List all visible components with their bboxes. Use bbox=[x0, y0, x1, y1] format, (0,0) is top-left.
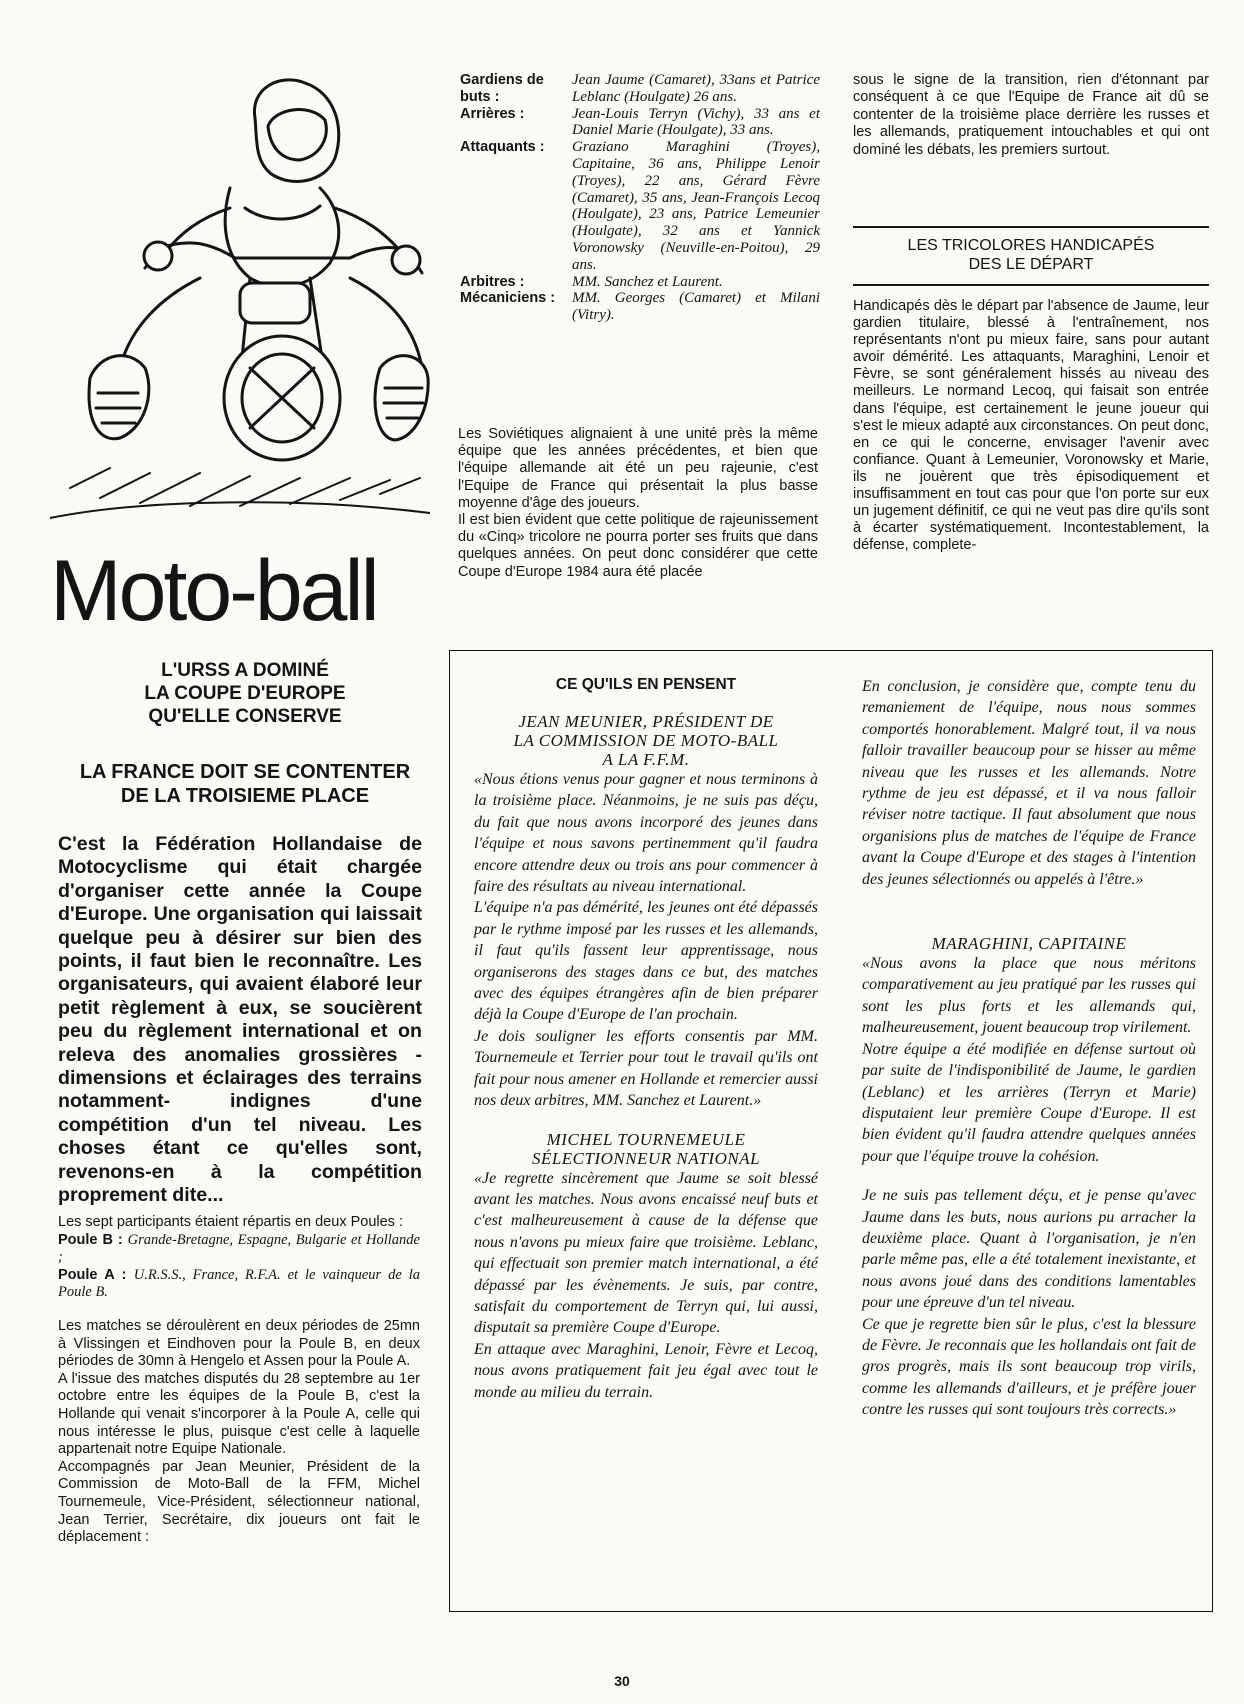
roster-row bbox=[460, 139, 820, 273]
team-roster bbox=[460, 72, 820, 324]
quote-paragraph: L'équipe n'a pas démérité, les jeunes ont été dépassés par le rythme imposé par les russes et les allemands, il faut qu'ils fassent leur apprentissage, nous organiserons des stages dans ce but, des matches avec des équipes étrangères afin de bien préparer déjà la Coupe d'Europe de l'an prochain. bbox=[474, 899, 818, 1024]
body-paragraph: A l'issue des matches disputés du 28 septembre au 1er octobre entre les équipes de la Poule B, c'est la Hollande qui venait s'incorporer à la Poule A, celle qui nous intéresse le plus, puisque c'est celle à laquelle appartenait notre Equipe Nationale. bbox=[58, 1370, 420, 1458]
roster-role: Attaquants : bbox=[460, 139, 545, 156]
quote-paragraph: En attaque avec Maraghini, Lenoir, Fèvre et Lecoq, nous avons pratiquement fait jeu égal avec tout le monde au milieu du terrain. bbox=[474, 1340, 818, 1401]
divider-rule bbox=[853, 284, 1209, 286]
quote-block bbox=[862, 676, 1196, 890]
speaker-line: MICHEL TOURNEMEULE bbox=[546, 1129, 746, 1149]
quote-paragraph: Je ne suis pas tellement déçu, et je pense qu'avec Jaume dans les buts, nous aurions pu arracher la deuxième place. Quant à l'organisation, je n'en parle même pas, elle a été totalement inexistante, et nous avons joué dans des conditions lamentables pour une épreuve d'un tel niveau. bbox=[862, 1187, 1196, 1312]
quote-paragraph: «Nous avons la place que nous méritons comparativement au jeu pratiqué par les russes qui sont les plus forts et les allemands qui, malheureusement, jouent beaucoup trop virilement. bbox=[862, 955, 1196, 1037]
roster-row bbox=[460, 72, 820, 106]
quote-paragraph: Notre équipe a été modifiée en défense surtout où par suite de l'indisponibilité de Jaume, le gardien (Leblanc) et les arrières (Terryn et Marie) disputaient leur première Coupe d'Europe. Il est bien évident qu'il faudra attendre quelques années pour que l'équipe trouve la cohésion. bbox=[862, 1040, 1196, 1165]
quote-block bbox=[474, 769, 818, 1112]
quote-paragraph: Je dois souligner les efforts consentis par MM. Tournemeule et Terrier pour tout le travail qu'ils ont fait pour nous amener en Hollande et remercier aussi nos deux arbitres, MM. Sanchez et Laurent.» bbox=[474, 1027, 818, 1110]
left-body-text bbox=[58, 1214, 420, 1547]
quote-block bbox=[474, 1168, 818, 1403]
poule-a-label: Poule A : bbox=[58, 1266, 127, 1283]
poule-b-teams: Grande-Bretagne, Espagne, Bulgarie et Hollande ; bbox=[58, 1231, 420, 1266]
headline-main bbox=[55, 660, 435, 728]
poule-a-teams: U.R.S.S., France, R.F.A. et le vainqueur de la Poule B. bbox=[58, 1266, 420, 1301]
poule-b-label: Poule B : bbox=[58, 1231, 123, 1248]
quote-block bbox=[862, 953, 1196, 1421]
right-body-continued: sous le signe de la transition, rien d'étonnant par conséquent à ce que l'Equipe de France ait dû se contenter de la troisième place derrière les russes et les allemands, pratiquement intouchables et qui ont dominé les débats, les premiers surtout. bbox=[853, 72, 1209, 158]
right-body-text: Handicapés dès le départ par l'absence de Jaume, leur gardien titulaire, blessé à l'entraînement, nos représentants n'ont pu mieux faire, sans pour autant avoir démérité. Les attaquants, Maraghini, Lenoir et Fèvre, se sont généralement hissés au niveau des meilleurs. Le normand Lecoq, qui faisait son entrée dans l'équipe, est certainement le jeune joueur qui s'est le mieux adapté aux circonstances. On peut donc, en ce qui le concerne, envisager l'avenir avec confiance. Quant à Lemeunier, Voronowsky et Marie, ils ne jouèrent que très épisodiquement et insuffisamment en tout cas pour que l'on porte sur eux un jugement définitif, ce qui ne veut pas dire qu'ils sont à écarter systématiquement. Incontestablement, la défense, complete- bbox=[853, 298, 1209, 554]
roster-names: Graziano Maraghini (Troyes), Capitaine, 36 ans, Philippe Lenoir (Troyes), 22 ans, Gérard Fèvre (Camaret), 35 ans, Jean-François Lecoq (Houlgate), 23 ans, Patrice Lemeunier (Houlgate), 32 ans et Yannick Voronowsky (Neuville-en-Poitou), 29 ans. bbox=[572, 139, 820, 273]
roster-row bbox=[460, 290, 820, 324]
section-title: Moto-ball bbox=[50, 543, 377, 639]
headline-secondary-line: LA FRANCE DOIT SE CONTENTER bbox=[79, 761, 411, 783]
roster-role: Mécaniciens : bbox=[460, 290, 556, 307]
headline-secondary bbox=[55, 760, 435, 808]
roster-names: MM. Sanchez et Laurent. bbox=[572, 273, 723, 290]
quote-paragraph: En conclusion, je considère que, compte tenu du remaniement de l'équipe, nous nous sommes comportés honorablement. Malgré tout, il va nous falloir travailler beaucoup pour se hisser au même niveau que les russes et les allemands. Notre rythme de jeu est dépassé, et il va nous falloir réviser notre tactique. Il faut absolument que nous organisions plus de matches de l'équipe de France avant la Coupe d'Europe et des stages à l'intention des jeunes sélectionnés ou appelés à l'être.» bbox=[862, 678, 1196, 888]
speaker-heading bbox=[474, 712, 818, 769]
headline-secondary-line: DE LA TROISIEME PLACE bbox=[120, 785, 370, 807]
quote-paragraph: Ce que je regrette bien sûr le plus, c'est la blessure de Fèvre. Je reconnais que les hollandais ont fait de gros progrès, mais ils sont beaucoup trop virils, comme les allemands d'ailleurs, et je préfère jouer contre les russes qui sont toujours très corrects.» bbox=[862, 1315, 1196, 1419]
body-paragraph: Les Soviétiques alignaient à une unité près la même équipe que les années précédentes, et bien que l'équipe allemande ait été un peu rajeunie, c'est l'Equipe de France qui présentait la plus basse moyenne d'âge des joueurs. bbox=[458, 426, 818, 511]
speaker-line: SÉLECTIONNEUR NATIONAL bbox=[531, 1148, 761, 1168]
speaker-line: LA COMMISSION DE MOTO-BALL bbox=[513, 731, 779, 750]
roster-row bbox=[460, 274, 820, 291]
quote-paragraph: «Nous étions venus pour gagner et nous terminons à la troisième place. Néanmoins, je ne suis pas déçu, du fait que nous avons incorporé des jeunes dans l'équipe et nous savons pertinemment qu'il faudra encore attendre deux ou trois ans pour commencer à faire des résultats au niveau international. bbox=[474, 771, 818, 896]
speaker-line: A LA F.F.M. bbox=[602, 750, 690, 769]
interview-box-title: CE QU'ILS EN PENSENT bbox=[555, 676, 737, 693]
body-paragraph: Les matches se déroulèrent en deux périodes de 25mn à Vlissingen et Eindhoven pour la Poule B, en deux périodes de 30mn à Hengelo et Assen pour la Poule A. bbox=[58, 1317, 420, 1370]
subheading-line: DES LE DÉPART bbox=[968, 256, 1094, 273]
speaker-heading bbox=[474, 1130, 818, 1168]
roster-role: Gardiens de buts : bbox=[460, 72, 544, 105]
subheading-line: LES TRICOLORES HANDICAPÉS bbox=[907, 237, 1155, 254]
middle-body-text bbox=[458, 426, 818, 581]
headline-main-line: QU'ELLE CONSERVE bbox=[148, 705, 342, 727]
poule-a-line bbox=[58, 1267, 420, 1302]
roster-role: Arbitres : bbox=[460, 273, 525, 290]
roster-names: MM. Georges (Camaret) et Milani (Vitry). bbox=[572, 290, 820, 324]
roster-role: Arrières : bbox=[460, 105, 525, 122]
page-number: 30 bbox=[614, 1673, 630, 1689]
speaker-line: MARAGHINI, CAPITAINE bbox=[931, 934, 1127, 954]
interview-column-left bbox=[474, 670, 818, 1403]
divider-rule bbox=[853, 226, 1209, 228]
body-paragraph: Il est bien évident que cette politique de rajeunissement du «Cinq» tricolore ne pourra porter ses fruits que dans quelques années. On peut donc considérer que cette Coupe d'Europe 1984 aura été placée bbox=[458, 512, 818, 580]
speaker-line: JEAN MEUNIER, PRÉSIDENT DE bbox=[518, 712, 774, 731]
interview-column-right bbox=[862, 676, 1196, 1421]
body-paragraph: Accompagnés par Jean Meunier, Président de la Commission de Moto-Ball de la FFM, Michel Tournemeule, Vice-Président, sélectionneur national, Jean Terrier, Secrétaire, dix joueurs ont fait le déplacement : bbox=[58, 1458, 420, 1546]
body-paragraph: Les sept participants étaient répartis en deux Poules : bbox=[58, 1214, 403, 1230]
speaker-heading bbox=[862, 934, 1196, 953]
moto-rider-illustration bbox=[50, 48, 430, 528]
roster-names: Jean-Louis Terryn (Vichy), 33 ans et Daniel Marie (Houlgate), 33 ans. bbox=[572, 105, 820, 139]
roster-row bbox=[460, 106, 820, 140]
headline-main-line: LA COUPE D'EUROPE bbox=[144, 682, 346, 704]
headline-main-line: L'URSS A DOMINÉ bbox=[161, 660, 329, 681]
lead-paragraph: C'est la Fédération Hollandaise de Motocyclisme qui était chargée d'organiser cette année la Coupe d'Europe. Une organisation qui laissait quelque peu à désirer sur bien des points, il faut bien le reconnaître. Les organisateurs, qui avaient élaboré leur petit règlement à eux, se soucièrent peu du règlement international et on releva des anomalies grossières -dimensions et éclairages des terrains notamment- indignes d'une compétition d'un tel niveau. Les choses étant ce qu'elles sont, revenons-en à la compétition proprement dite... bbox=[58, 833, 422, 1207]
roster-names: Jean Jaume (Camaret), 33ans et Patrice Leblanc (Houlgate) 26 ans. bbox=[572, 72, 820, 105]
poule-b-line bbox=[58, 1232, 420, 1267]
subheading bbox=[853, 236, 1209, 274]
quote-paragraph: «Je regrette sincèrement que Jaume se soit blessé avant les matches. Nous avons encaissé neuf buts et c'est malheureusement à cause de la défense que nous n'avons pu mieux faire que troisième. Leblanc, qui effectuait son premier match international, a été dépassé par les évènements. Je suis, par contre, satisfait du comportement de Terryn qui, lui aussi, disputait sa première Coupe d'Europe. bbox=[474, 1169, 818, 1337]
